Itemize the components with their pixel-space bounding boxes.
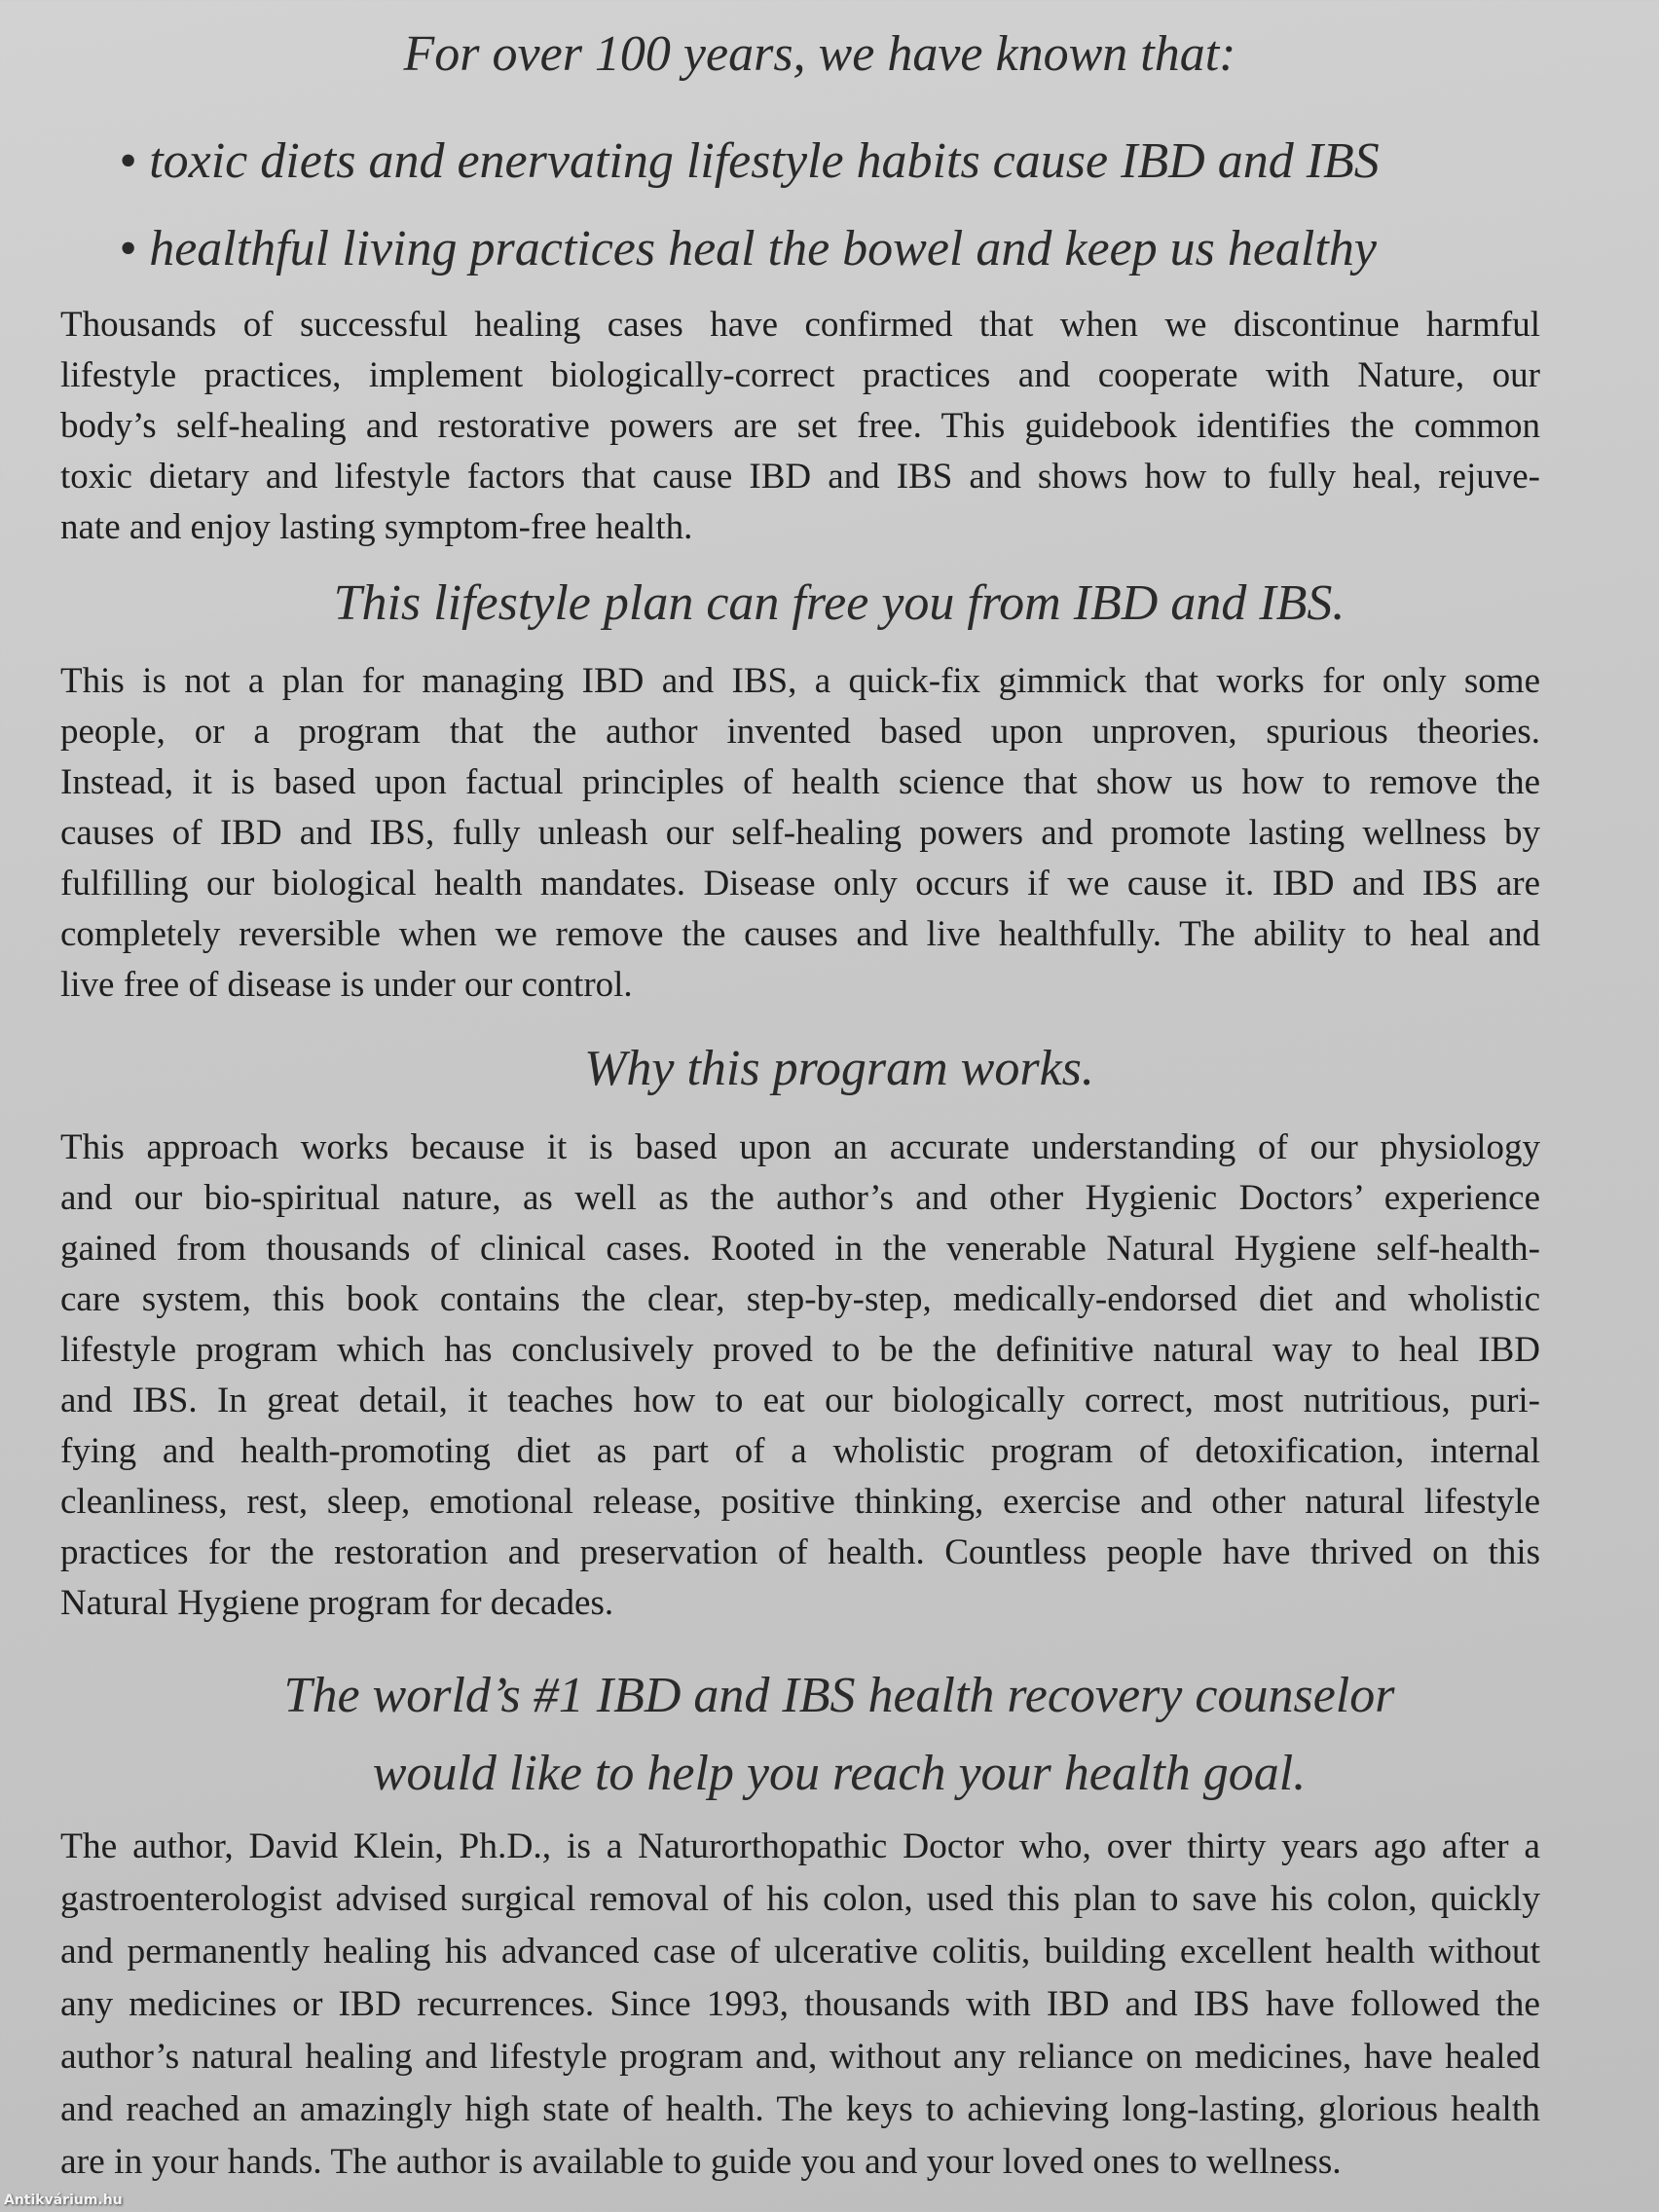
paragraph-line: This is not a plan for managing IBD and IBS, a quick-fix gimmick that works for only some [60,661,1540,701]
paragraph-line: nate and enjoy lasting symptom-free health. [60,507,693,547]
paragraph-author [60,1821,1540,2189]
paragraph-line: any medicines or IBD recurrences. Since 1993, thousands with IBD and IBS have followed the [60,1984,1540,2024]
paragraph-line: causes of IBD and IBS, fully unleash our self-healing powers and promote lasting wellness by [60,813,1540,853]
paragraph-line: author’s natural healing and lifestyle program and, without any reliance on medicines, have healed [60,2037,1540,2077]
paragraph-line: gained from thousands of clinical cases. Rooted in the venerable Natural Hygiene self-health- [60,1229,1540,1269]
paragraph-line: lifestyle practices, implement biologically-correct practices and cooperate with Nature, our [60,355,1540,395]
paragraph-intro [60,300,1540,553]
paragraph-line: and IBS. In great detail, it teaches how to eat our biologically correct, most nutritious, puri- [60,1381,1540,1420]
paragraph-line: and permanently healing his advanced case of ulcerative colitis, building excellent health without [60,1932,1540,1972]
paragraph-line: fulfilling our biological health mandates. Disease only occurs if we cause it. IBD and IBS are [60,864,1540,903]
paragraph-line: cleanliness, rest, sleep, emotional release, positive thinking, exercise and other natural lifestyle [60,1482,1540,1522]
paragraph-line: Instead, it is based upon factual principles of health science that show us how to remove the [60,762,1540,802]
paragraph-plan [60,656,1540,1011]
paragraph-line: body’s self-healing and restorative powers are set free. This guidebook identifies the common [60,406,1540,446]
bullet-item: • toxic diets and enervating lifestyle habits cause IBD and IBS [119,133,1380,189]
paragraph-line: and reached an amazingly high state of health. The keys to achieving long-lasting, glorious health [60,2089,1540,2129]
paragraph-line: fying and health-promoting diet as part of a wholistic program of detoxification, internal [60,1431,1540,1471]
paragraph-line: practices for the restoration and preservation of health. Countless people have thrived on this [60,1532,1540,1572]
paragraph-line: gastroenterologist advised surgical removal of his colon, used this plan to save his colon, quickly [60,1879,1540,1919]
heading-intro: For over 100 years, we have known that: [403,26,1236,82]
paragraph-line: Natural Hygiene program for decades. [60,1583,614,1623]
paragraph-line: This approach works because it is based upon an accurate understanding of our physiology [60,1127,1540,1167]
paragraph-line: Thousands of successful healing cases have confirmed that when we discontinue harmful [60,305,1540,345]
paragraph-line: live free of disease is under our control. [60,965,633,1005]
paragraph-line: toxic dietary and lifestyle factors that cause IBD and IBS and shows how to fully heal, rejuve- [60,457,1540,497]
paragraph-line: care system, this book contains the clear, step-by-step, medically-endorsed diet and wholistic [60,1279,1540,1319]
paragraph-line: lifestyle program which has conclusively proved to be the definitive natural way to heal IBD [60,1330,1540,1370]
paragraph-line: people, or a program that the author invented based upon unproven, spurious theories. [60,712,1540,752]
paragraph-line: completely reversible when we remove the causes and live healthfully. The ability to heal and [60,914,1540,954]
heading-plan: This lifestyle plan can free you from IBD and IBS. [333,575,1346,631]
bullet-item: • healthful living practices heal the bowel and keep us healthy [119,221,1377,276]
watermark-logo: Antikvárium.hu [4,2193,123,2208]
heading-counselor-line-1: The world’s #1 IBD and IBS health recovery counselor [283,1668,1395,1723]
paragraph-line: The author, David Klein, Ph.D., is a Naturorthopathic Doctor who, over thirty years ago after a [60,1826,1540,1866]
paragraph-line: and our bio-spiritual nature, as well as the author’s and other Hygienic Doctors’ experience [60,1178,1540,1218]
paragraph-why [60,1123,1540,1629]
heading-why: Why this program works. [584,1041,1094,1096]
paragraph-line: are in your hands. The author is available to guide you and your loved ones to wellness. [60,2142,1342,2182]
heading-counselor-line-2: would like to help you reach your health goal. [372,1746,1307,1801]
